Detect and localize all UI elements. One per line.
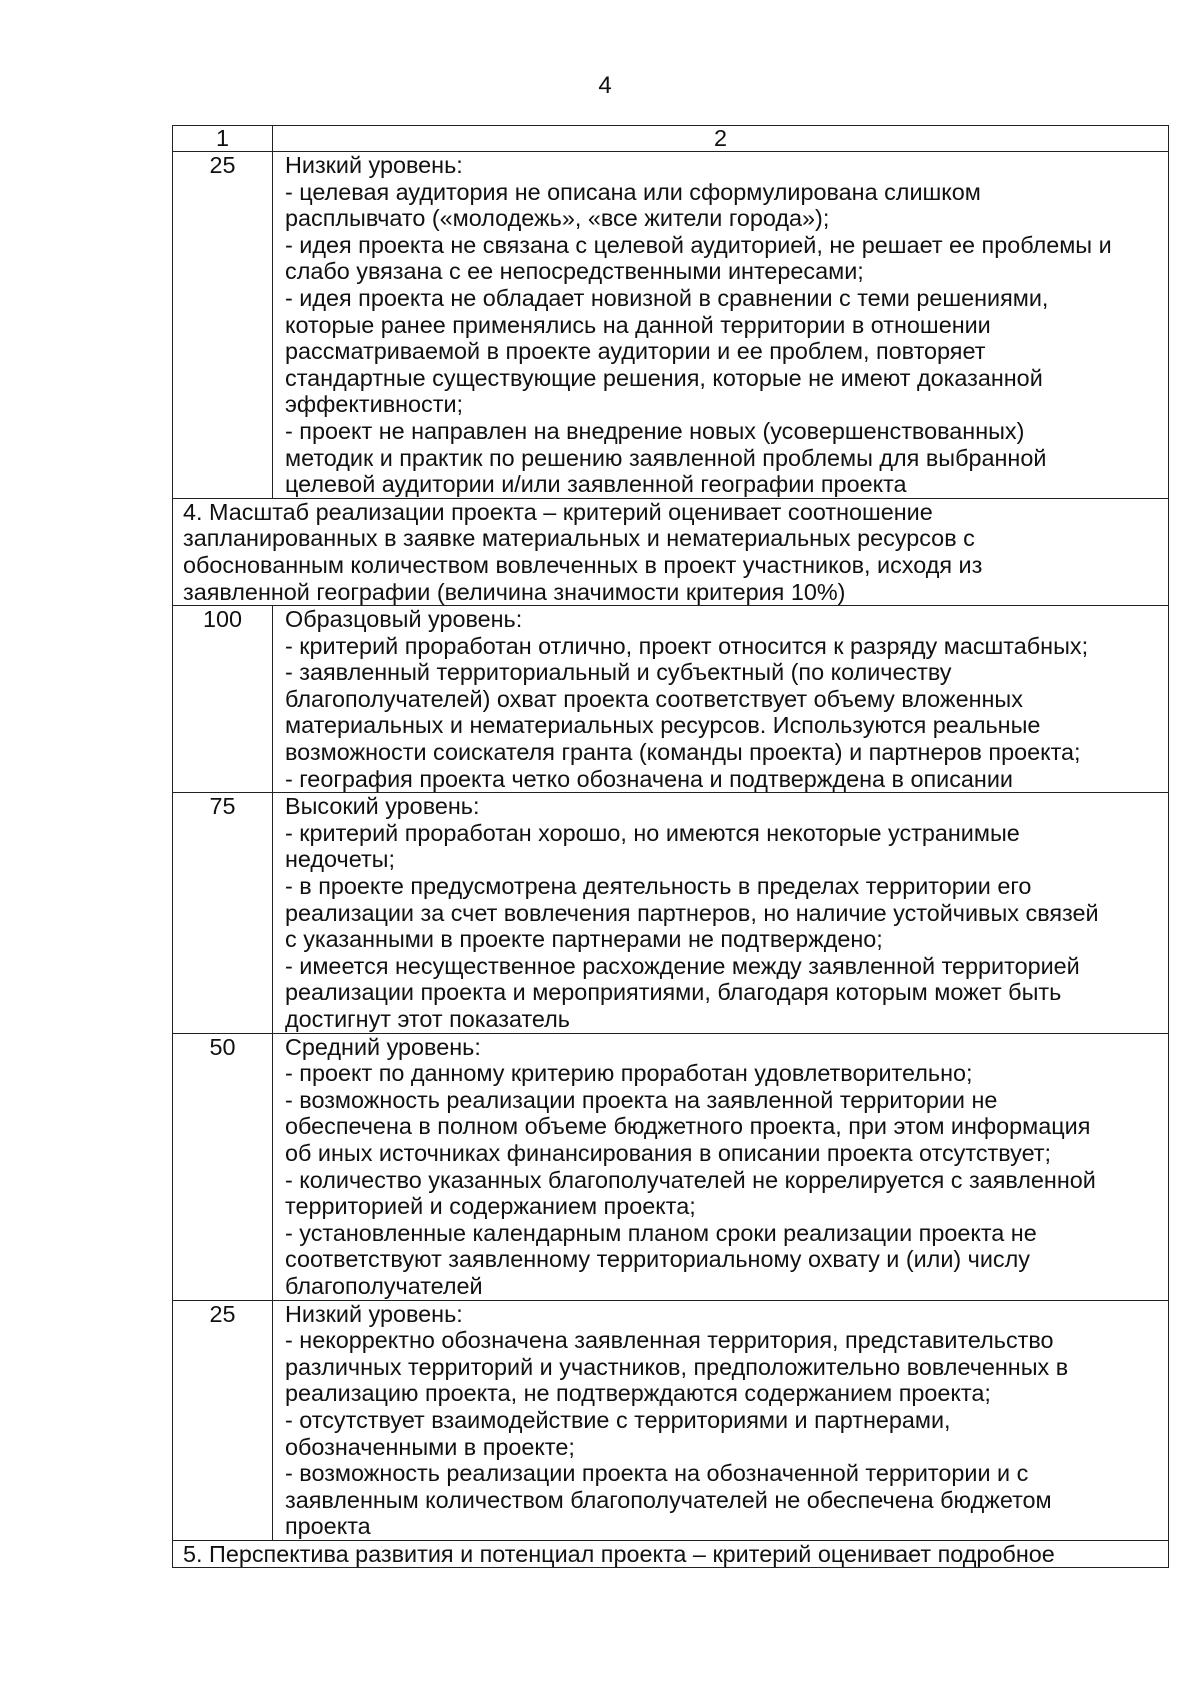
text-line: недочеты; [285,846,395,873]
text-line: достигнут этот показатель [285,1006,570,1032]
table-body [173,126,1169,1568]
text-line: обоснованным количеством вовлеченных в проект участников, исходя из [183,551,983,578]
text-line: целевой аудитории и/или заявленной географии проекта [285,471,907,498]
text-line: расплывчато («молодежь», «все жители города»); [285,205,830,232]
level-description-cell [273,606,1169,793]
level-row [173,152,1169,499]
level-description-cell [273,152,1169,499]
text-line: - проект по данному критерию проработан удовлетворительно; [285,1060,973,1087]
text-line: об иных источниках финансирования в описании проекта отсутствует; [285,1139,1052,1166]
text-line: соответствуют заявленному территориальному охвату и (или) числу [285,1246,1030,1273]
text-line: обозначенными в проекте; [285,1433,575,1460]
text-line: - проект не направлен на внедрение новых (усовершенствованных) [285,417,1025,444]
text-line: материальных и нематериальных ресурсов. Используются реальные [285,712,1041,739]
criteria-table [172,125,1169,1568]
criterion-section-row [173,1540,1169,1568]
score-cell: 100 [173,606,273,793]
text-line: реализации за счет вовлечения партнеров, но наличие устойчивых связей [285,899,1099,926]
text-line: слабо увязана с ее непосредственными интересами; [285,258,864,285]
text-line: - отсутствует взаимодействие с территориями и партнерами, [285,1406,951,1433]
text-line: 4. Масштаб реализации проекта – критерий оценивает соотношение [183,498,933,525]
text-line: с указанными в проекте партнерами не подтверждено; [285,926,883,953]
text-line: - количество указанных благополучателей не коррелируется с заявленной [285,1166,1096,1193]
text-line: - география проекта четко обозначена и подтверждена в описании [285,765,1013,792]
text-line: Низкий уровень: [285,1300,463,1327]
text-line: Низкий уровень: [285,152,463,178]
text-line: - возможность реализации проекта на обозначенной территории и с [285,1460,1029,1487]
text-line: эффективности; [285,391,464,418]
text-line: благополучателей [285,1272,483,1299]
text-line: 5. Перспектива развития и потенциал проекта – критерий оценивает подробное [183,1540,1055,1567]
level-description-cell [273,1300,1169,1540]
criterion-section-text [173,1540,1169,1568]
column-header-1: 1 [173,126,273,152]
text-line: Средний уровень: [285,1033,481,1060]
level-row [173,1033,1169,1300]
text-line: запланированных в заявке материальных и нематериальных ресурсов с [183,525,975,552]
text-line: проекта [285,1513,371,1540]
text-line: - некорректно обозначена заявленная территория, представительство [285,1327,1054,1354]
text-line: - заявленный территориальный и субъектный (по количеству [285,659,952,686]
text-line: - в проекте предусмотрена деятельность в пределах территории его [285,873,1032,900]
text-line: благополучателей) охват проекта соответствует объему вложенных [285,685,1023,712]
text-line: рассматриваемой в проекте аудитории и ее проблем, повторяет [285,338,986,365]
text-line: Высокий уровень: [285,793,480,820]
text-line: - целевая аудитория не описана или сформулирована слишком [285,178,981,205]
text-line: методик и практик по решению заявленной проблемы для выбранной [285,444,1047,471]
text-line: - возможность реализации проекта на заявленной территории не [285,1086,998,1113]
text-line: реализацию проекта, не подтверждаются содержанием проекта; [285,1380,991,1407]
text-line: заявленным количеством благополучателей не обеспечена бюджетом [285,1486,1052,1513]
level-description-cell [273,1033,1169,1300]
text-line: которые ранее применялись на данной территории в отношении [285,311,991,338]
criterion-section-row [173,498,1169,605]
level-row [173,606,1169,793]
score-cell: 50 [173,1033,273,1300]
text-line: - идея проекта не связана с целевой аудиторией, не решает ее проблемы и [285,231,1112,258]
score-cell: 25 [173,1300,273,1540]
text-line: - установленные календарным планом сроки реализации проекта не [285,1219,1037,1246]
column-header-2: 2 [273,126,1169,152]
table-header-row [173,126,1169,152]
score-cell: 25 [173,152,273,499]
criterion-section-text [173,498,1169,605]
level-row [173,1300,1169,1540]
text-line: - критерий проработан отлично, проект относится к разряду масштабных; [285,632,1089,659]
text-line: обеспечена в полном объеме бюджетного проекта, при этом информация [285,1113,1091,1140]
text-line: возможности соискателя гранта (команды проекта) и партнеров проекта; [285,739,1081,766]
text-line: заявленной географии (величина значимости критерия 10%) [183,578,846,605]
text-line: - имеется несущественное расхождение между заявленной территорией [285,952,1080,979]
text-line: - идея проекта не обладает новизной в сравнении с теми решениями, [285,284,1049,311]
score-cell: 75 [173,793,273,1033]
text-line: реализации проекта и мероприятиями, благодаря которым может быть [285,979,1062,1006]
text-line: - критерий проработан хорошо, но имеются некоторые устранимые [285,819,1020,846]
text-line: Образцовый уровень: [285,606,523,633]
text-line: стандартные существующие решения, которые не имеют доказанной [285,364,1043,391]
page-number: 4 [598,72,612,99]
level-row [173,793,1169,1033]
text-line: различных территорий и участников, предположительно вовлеченных в [285,1353,1069,1380]
text-line: территорией и содержанием проекта; [285,1193,696,1220]
level-description-cell [273,793,1169,1033]
